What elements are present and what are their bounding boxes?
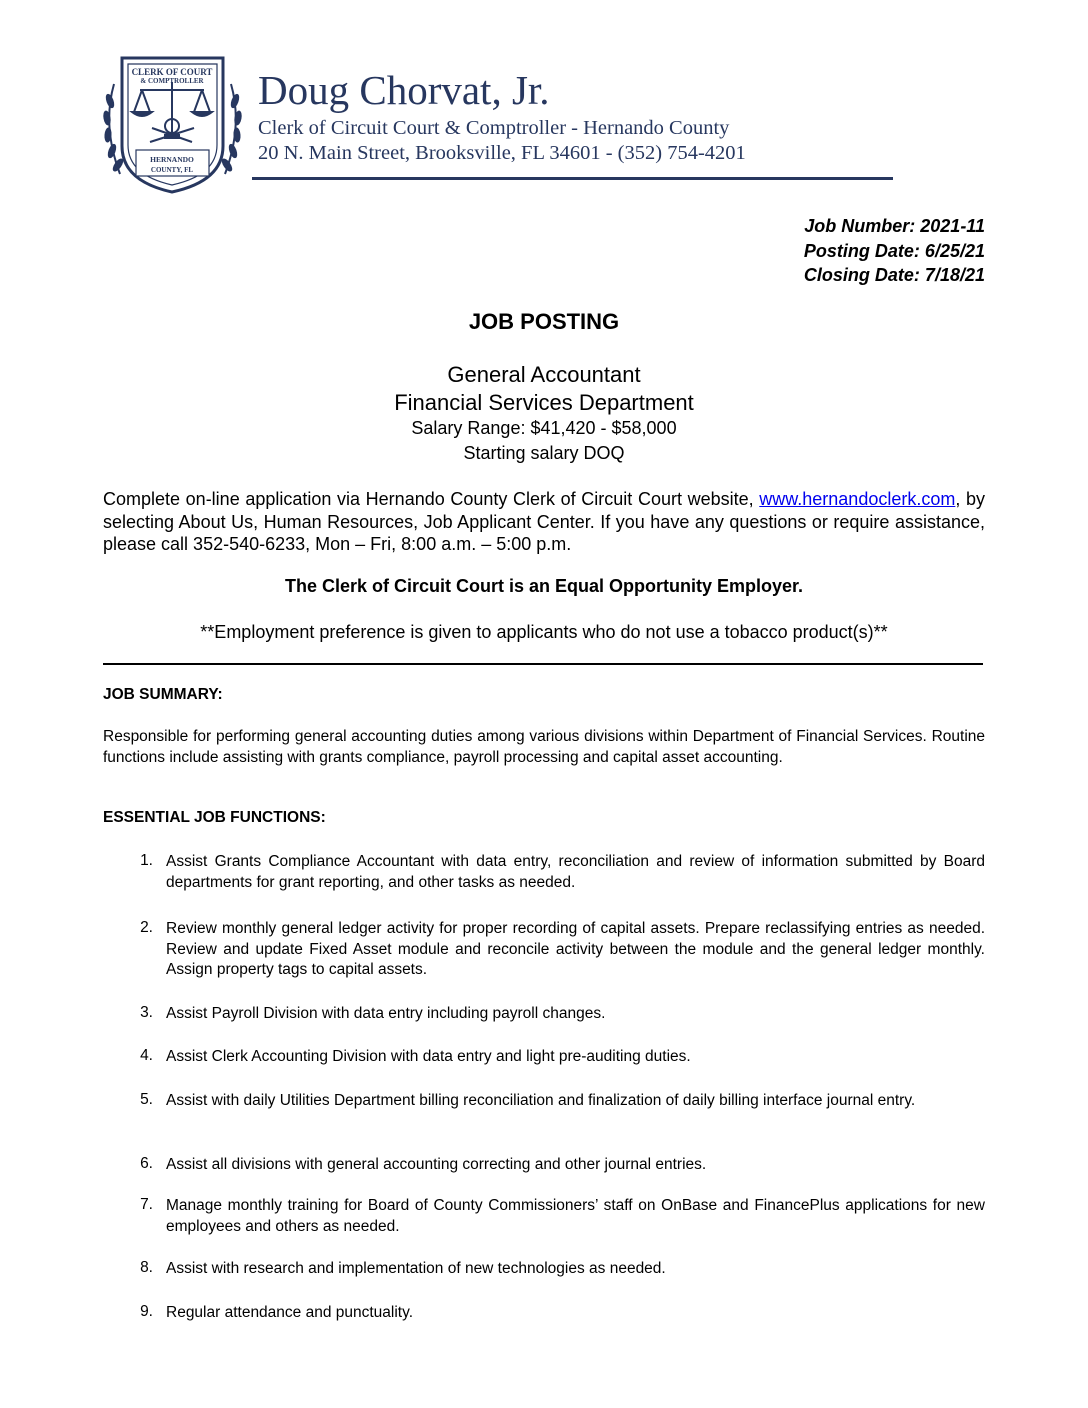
function-number: 8. xyxy=(140,1259,153,1276)
function-item: Assist with daily Utilities Department billing reconciliation and finalization of daily billing interface journal entry. xyxy=(166,1092,916,1109)
essential-functions-heading: ESSENTIAL JOB FUNCTIONS: xyxy=(103,809,326,826)
function-number: 4. xyxy=(140,1047,153,1064)
section-divider xyxy=(103,663,983,665)
salary-range: Salary Range: $41,420 - $58,000 xyxy=(411,418,677,438)
clerk-seal-logo xyxy=(100,46,245,196)
svg-text:COUNTY, FL: COUNTY, FL xyxy=(150,166,194,174)
job-number: Job Number: 2021-11 xyxy=(804,216,985,236)
equal-opportunity-statement: The Clerk of Circuit Court is an Equal Opportunity Employer. xyxy=(284,576,804,596)
clerk-title-line: Clerk of Circuit Court & Comptroller - Hernando County xyxy=(258,117,730,139)
function-number: 6. xyxy=(140,1155,153,1172)
function-number: 1. xyxy=(140,852,153,869)
function-number: 2. xyxy=(140,919,153,936)
function-item: Manage monthly training for Board of County Commissioners’ staff on OnBase and FinancePlus applications for new employees and others as needed. xyxy=(166,1197,985,1235)
function-number: 7. xyxy=(140,1196,153,1213)
application-text-after: , by selecting About Us, Human Resources, Job Applicant Center. If you have any questions or require assistance, please call 352-540-6233, Mon – Fri, 8:00 a.m. – 5:00 p.m. xyxy=(103,489,986,554)
function-item: Assist all divisions with general accounting correcting and other journal entries. xyxy=(166,1156,707,1173)
posting-date: Posting Date: 6/25/21 xyxy=(803,241,985,261)
position-title: General Accountant xyxy=(447,362,641,387)
closing-date: Closing Date: 7/18/21 xyxy=(803,265,985,285)
job-summary-heading: JOB SUMMARY: xyxy=(103,686,223,703)
svg-text:& COMPTROLLER: & COMPTROLLER xyxy=(140,77,204,85)
function-item: Assist Clerk Accounting Division with data entry and light pre-auditing duties. xyxy=(166,1048,691,1065)
tobacco-preference-note: **Employment preference is given to applicants who do not use a tobacco product(s)** xyxy=(200,622,888,642)
job-summary-text: Responsible for performing general accounting duties among various divisions within Department of Financial Services. Routine functions include assisting with grants compliance, payroll processing and capital asset accounting. xyxy=(103,728,985,766)
function-item: Regular attendance and punctuality. xyxy=(166,1304,414,1321)
function-item: Assist Payroll Division with data entry including payroll changes. xyxy=(166,1005,606,1022)
function-item: Review monthly general ledger activity for proper recording of capital assets. Prepare reclassifying entries as needed. Review and update Fixed Asset module and reconcile activity between the module and the general ledger monthly. Assign property tags to capital assets. xyxy=(166,920,985,978)
seal-text-top: CLERK OF COURT xyxy=(131,67,213,77)
function-number: 3. xyxy=(140,1004,153,1021)
application-text-before: Complete on-line application via Hernando County Clerk of Circuit Court website, xyxy=(103,489,760,509)
function-number: 5. xyxy=(140,1091,153,1108)
application-instructions xyxy=(103,488,985,556)
seal-text-bottom: HERNANDO xyxy=(150,155,194,164)
function-number: 9. xyxy=(140,1303,153,1320)
department-name: Financial Services Department xyxy=(394,390,694,415)
clerk-name: Doug Chorvat, Jr. xyxy=(258,67,550,113)
letterhead-rule xyxy=(252,177,893,180)
clerk-website-link[interactable]: www.hernandoclerk.com xyxy=(759,489,956,509)
function-item: Assist with research and implementation of new technologies as needed. xyxy=(166,1260,666,1277)
clerk-address-line: 20 N. Main Street, Brooksville, FL 34601 - (352) 754-4201 xyxy=(258,142,746,164)
starting-salary: Starting salary DOQ xyxy=(463,443,625,463)
function-item: Assist Grants Compliance Accountant with data entry, reconciliation and review of information submitted by Board departments for grant reporting, and other tasks as needed. xyxy=(166,853,985,891)
page-title: JOB POSTING xyxy=(468,309,620,334)
